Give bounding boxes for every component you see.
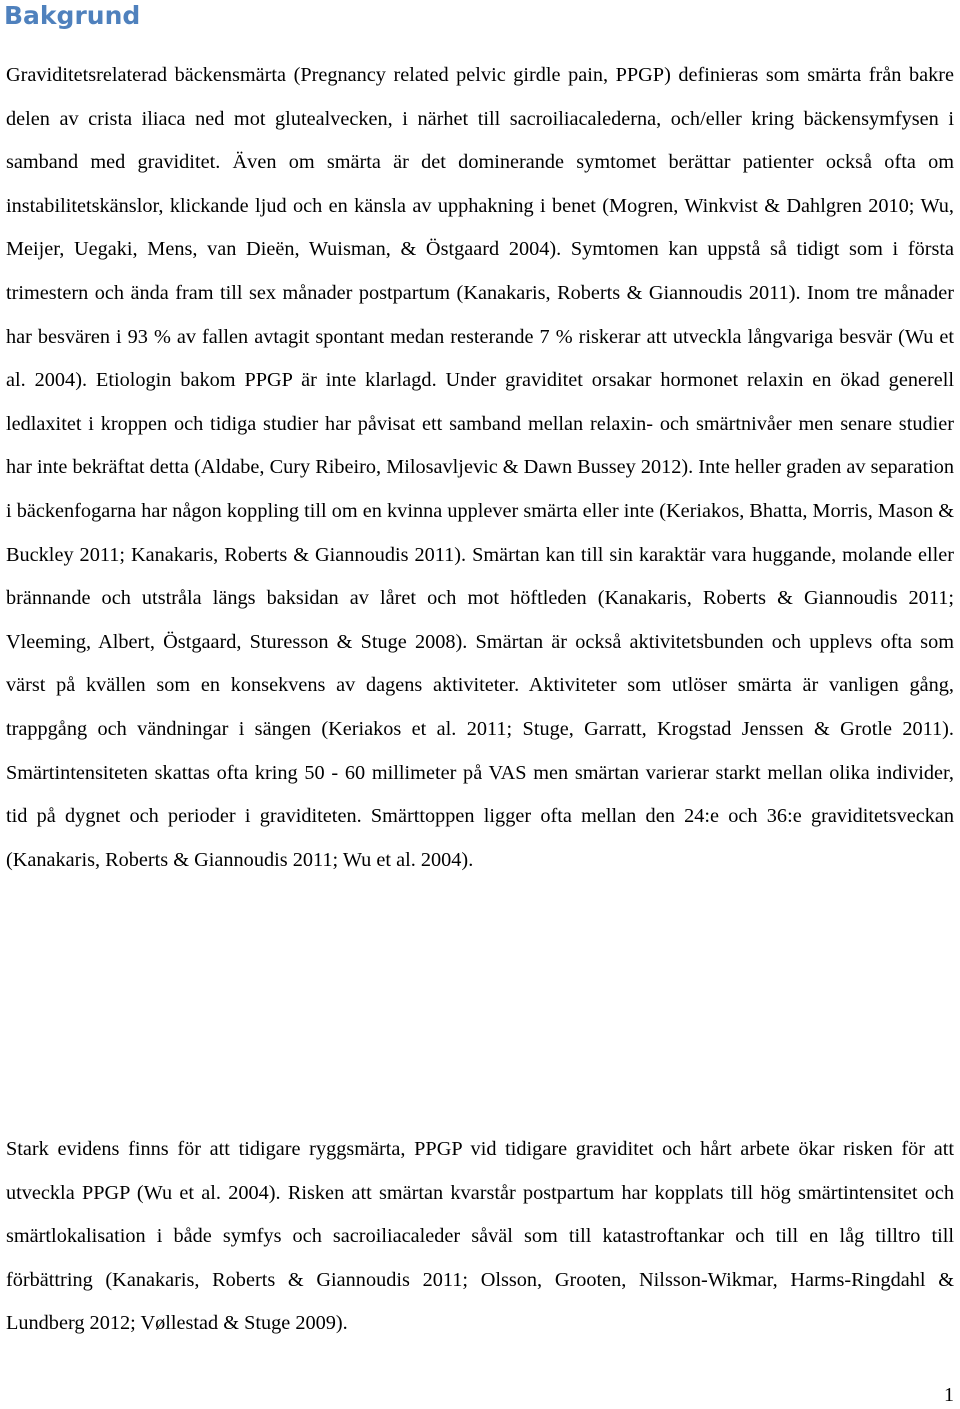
page-number: 1 [944, 1384, 954, 1406]
body-paragraph-1: Graviditetsrelaterad bäckensmärta (Pregnancy related pelvic girdle pain, PPGP) definieras som smärta från bakre delen av crista iliaca ned mot glutealvecken, i närhet till sacroiliacalederna, och/eller kring bäckensymfysen i samband med graviditet. Även om smärta är det dominerande symtomet berättar patienter också ofta om instabilitetskänslor, klickande ljud och en känsla av upphakning i benet (Mogren, Winkvist & Dahlgren 2010; Wu, Meijer, Uegaki, Mens, van Dieën, Wuisman, & Östgaard 2004). Symtomen kan uppstå så tidigt som i första trimestern och ända fram till sex månader postpartum (Kanakaris, Roberts & Giannoudis 2011). Inom tre månader har besvären i 93 % av fallen avtagit spontant medan resterande 7 % riskerar att utveckla långvariga besvär (Wu et al. 2004). Etiologin bakom PPGP är inte klarlagd. Under graviditet orsakar hormonet relaxin en ökad generell ledlaxitet i kroppen och tidiga studier har påvisat ett samband mellan relaxin- och smärtnivåer men senare studier har inte bekräftat detta (Aldabe, Cury Ribeiro, Milosavljevic & Dawn Bussey 2012). Inte heller graden av separation i bäckenfogarna har någon koppling till om en kvinna upplever smärta eller inte (Keriakos, Bhatta, Morris, Mason & Buckley 2011; Kanakaris, Roberts & Giannoudis 2011). Smärtan kan till sin karaktär vara huggande, molande eller brännande och utstråla längs baksidan av låret och mot höftleden (Kanakaris, Roberts & Giannoudis 2011; Vleeming, Albert, Östgaard, Sturesson & Stuge 2008). Smärtan är också aktivitetsbunden och upplevs ofta som värst på kvällen som en konsekvens av dagens aktiviteter. Aktiviteter som utlöser smärta är vanligen gång, trappgång och vändningar i sängen (Keriakos et al. 2011; Stuge, Garratt, Krogstad Jenssen & Grotle 2011). Smärtintensiteten skattas ofta kring 50 - 60 millimeter på VAS men smärtan varierar starkt mellan olika individer, tid på dygnet och perioder i graviditeten. Smärttoppen ligger ofta mellan den 24:e och 36:e graviditetsveckan (Kanakaris, Roberts & Giannoudis 2011; Wu et al. 2004). [6, 64, 954, 871]
body-paragraph-2: Stark evidens finns för att tidigare ryggsmärta, PPGP vid tidigare graviditet och hårt arbete ökar risken för att utveckla PPGP (Wu et al. 2004). Risken att smärtan kvarstår postpartum har kopplats till hög smärtintensitet och smärtlokalisation i både symfys och sacroiliacaleder såväl som till katastroftankar och till en låg tilltro till förbättring (Kanakaris, Roberts & Giannoudis 2011; Olsson, Grooten, Nilsson-Wikmar, Harms-Ringdahl & Lundberg 2012; Vøllestad & Stuge 2009). [6, 1138, 954, 1335]
section-heading: Bakgrund [4, 1, 141, 30]
